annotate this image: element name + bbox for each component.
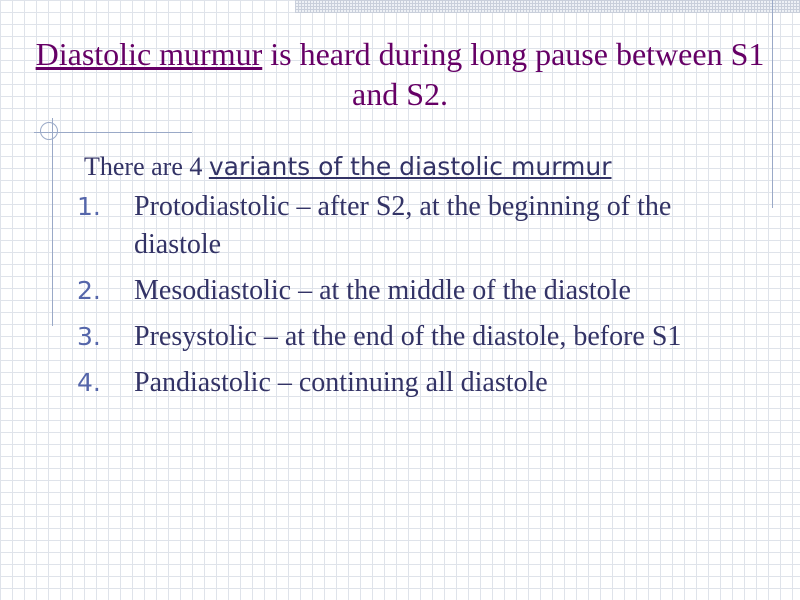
title-underlined-term: Diastolic murmur	[35, 36, 263, 72]
title-rest: is heard during long pause between S1 and S2.	[262, 36, 765, 112]
list-number: 4.	[77, 368, 101, 397]
list-item	[77, 188, 764, 264]
list-item-text: Mesodiastolic – at the middle of the diastole	[134, 275, 631, 306]
list-item-text: Pandiastolic – continuing all diastole	[134, 367, 548, 398]
slide-body	[77, 150, 764, 410]
list-item	[77, 364, 764, 402]
list-number: 3.	[77, 322, 101, 351]
left-vertical-rule	[52, 118, 53, 326]
list-number: 2.	[77, 276, 101, 305]
intro-prefix: There are 4	[84, 152, 209, 181]
list-item	[77, 318, 764, 356]
intro-sans-text: variants of the diastolic murmur	[208, 152, 612, 181]
list-item	[77, 272, 764, 310]
corner-circle-ornament	[40, 122, 58, 140]
variants-list	[77, 188, 764, 402]
top-decorative-stripe	[295, 0, 800, 13]
list-item-text: Presystolic – at the end of the diastole, before S1	[134, 321, 682, 352]
slide-title	[20, 34, 780, 114]
intro-line	[84, 150, 764, 184]
list-item-text: Protodiastolic – after S2, at the beginning of the diastole	[134, 191, 672, 260]
list-number: 1.	[77, 192, 101, 221]
